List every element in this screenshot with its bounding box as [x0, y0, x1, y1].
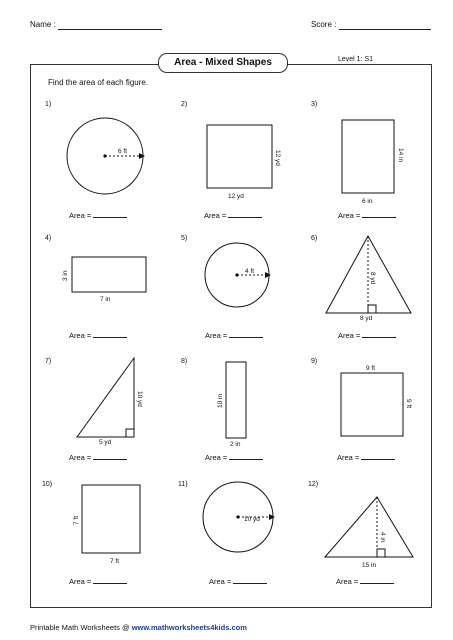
area-answer[interactable]: [204, 210, 262, 220]
dimension-label: 6 ft: [118, 148, 128, 155]
dimension-label: 8 yd: [369, 272, 376, 285]
area-answer[interactable]: [69, 330, 127, 340]
problem-number: 9): [311, 358, 318, 365]
dimension-label: 10 in: [217, 393, 224, 408]
arrow-icon: [269, 514, 275, 520]
rectangle-figure: [226, 362, 246, 438]
problem-number: 5): [181, 235, 188, 242]
answer-line[interactable]: [362, 330, 396, 338]
rectangle-figure: [72, 257, 146, 292]
arrow-icon: [265, 272, 271, 278]
dimension-label: 2 in: [230, 441, 241, 448]
answer-line[interactable]: [229, 330, 263, 338]
area-answer[interactable]: [69, 576, 127, 586]
area-answer[interactable]: [209, 576, 267, 586]
problem-number: 6): [311, 235, 318, 242]
square-figure: [207, 125, 272, 188]
footer-site-link[interactable]: www.mathworksheets4kids.com: [131, 623, 247, 632]
center-dot: [103, 154, 106, 157]
area-label: Area =: [338, 331, 361, 340]
area-label: Area =: [209, 577, 232, 586]
instructions: Find the area of each figure.: [48, 78, 149, 87]
problem-number: 4): [45, 235, 52, 242]
dimension-label: 9 ft: [366, 365, 376, 372]
right-angle-mark: [377, 549, 385, 557]
dimension-label: 8 yd: [360, 315, 373, 322]
center-dot: [236, 515, 239, 518]
area-label: Area =: [205, 331, 228, 340]
area-label: Area =: [338, 211, 361, 220]
footer: [30, 623, 247, 632]
right-angle-mark: [126, 429, 134, 437]
dimension-label: 4 in: [379, 532, 386, 543]
dimension-label: 3 in: [62, 270, 69, 281]
area-label: Area =: [204, 211, 227, 220]
score-label: Score :: [311, 20, 337, 29]
area-label: Area =: [69, 453, 92, 462]
problem-number: 10): [42, 481, 53, 488]
dimension-label: 15 in: [362, 562, 377, 569]
area-answer[interactable]: [205, 452, 263, 462]
dimension-label: 12 yd: [228, 193, 244, 200]
answer-line[interactable]: [93, 452, 127, 460]
square-figure: [341, 373, 403, 436]
answer-line[interactable]: [361, 452, 395, 460]
footer-prefix: Printable Math Worksheets @: [30, 623, 130, 632]
problem-number: 2): [181, 101, 188, 108]
answer-line[interactable]: [233, 576, 267, 584]
problem-number: 3): [311, 101, 318, 108]
answer-line[interactable]: [360, 576, 394, 584]
dimension-label: 10 yd: [136, 391, 143, 407]
dimension-label: 10 yd: [244, 516, 260, 523]
area-label: Area =: [337, 453, 360, 462]
area-answer[interactable]: [338, 210, 396, 220]
answer-line[interactable]: [229, 452, 263, 460]
problem-number: 7): [45, 358, 52, 365]
dimension-label: 7 in: [100, 296, 111, 303]
dimension-label: 5 yd: [99, 439, 112, 446]
answer-line[interactable]: [362, 210, 396, 218]
right-triangle-figure: [77, 358, 134, 437]
area-answer[interactable]: [69, 210, 127, 220]
center-dot: [235, 273, 238, 276]
problem-number: 8): [181, 358, 188, 365]
name-label: Name :: [30, 20, 56, 29]
answer-line[interactable]: [228, 210, 262, 218]
arrow-icon: [139, 153, 145, 159]
dimension-label: 9 ft: [405, 399, 412, 409]
problem-number: 1): [45, 101, 52, 108]
answer-line[interactable]: [93, 330, 127, 338]
answer-line[interactable]: [93, 576, 127, 584]
area-label: Area =: [205, 453, 228, 462]
dimension-label: 6 in: [362, 198, 373, 205]
area-answer[interactable]: [338, 330, 396, 340]
dimension-label: 12 yd: [274, 150, 281, 166]
area-answer[interactable]: [336, 576, 394, 586]
answer-line[interactable]: [93, 210, 127, 218]
right-angle-mark: [368, 305, 376, 313]
dimension-label: 4 ft: [245, 268, 255, 275]
area-answer[interactable]: [205, 330, 263, 340]
area-label: Area =: [69, 577, 92, 586]
dimension-label: 7 ft: [73, 515, 80, 525]
area-label: Area =: [69, 331, 92, 340]
problem-number: 12): [308, 481, 319, 488]
dimension-label: 14 in: [397, 148, 404, 163]
problem-number: 11): [178, 481, 188, 488]
area-answer[interactable]: [337, 452, 395, 462]
triangle-figure: [325, 497, 413, 557]
square-figure: [82, 485, 140, 553]
rectangle-figure: [342, 120, 394, 193]
area-label: Area =: [69, 211, 92, 220]
worksheet-level: Level 1: S1: [338, 56, 374, 63]
worksheet-title: Area - Mixed Shapes: [158, 53, 288, 73]
area-label: Area =: [336, 577, 359, 586]
dimension-label: 7 ft: [110, 558, 120, 565]
area-answer[interactable]: [69, 452, 127, 462]
